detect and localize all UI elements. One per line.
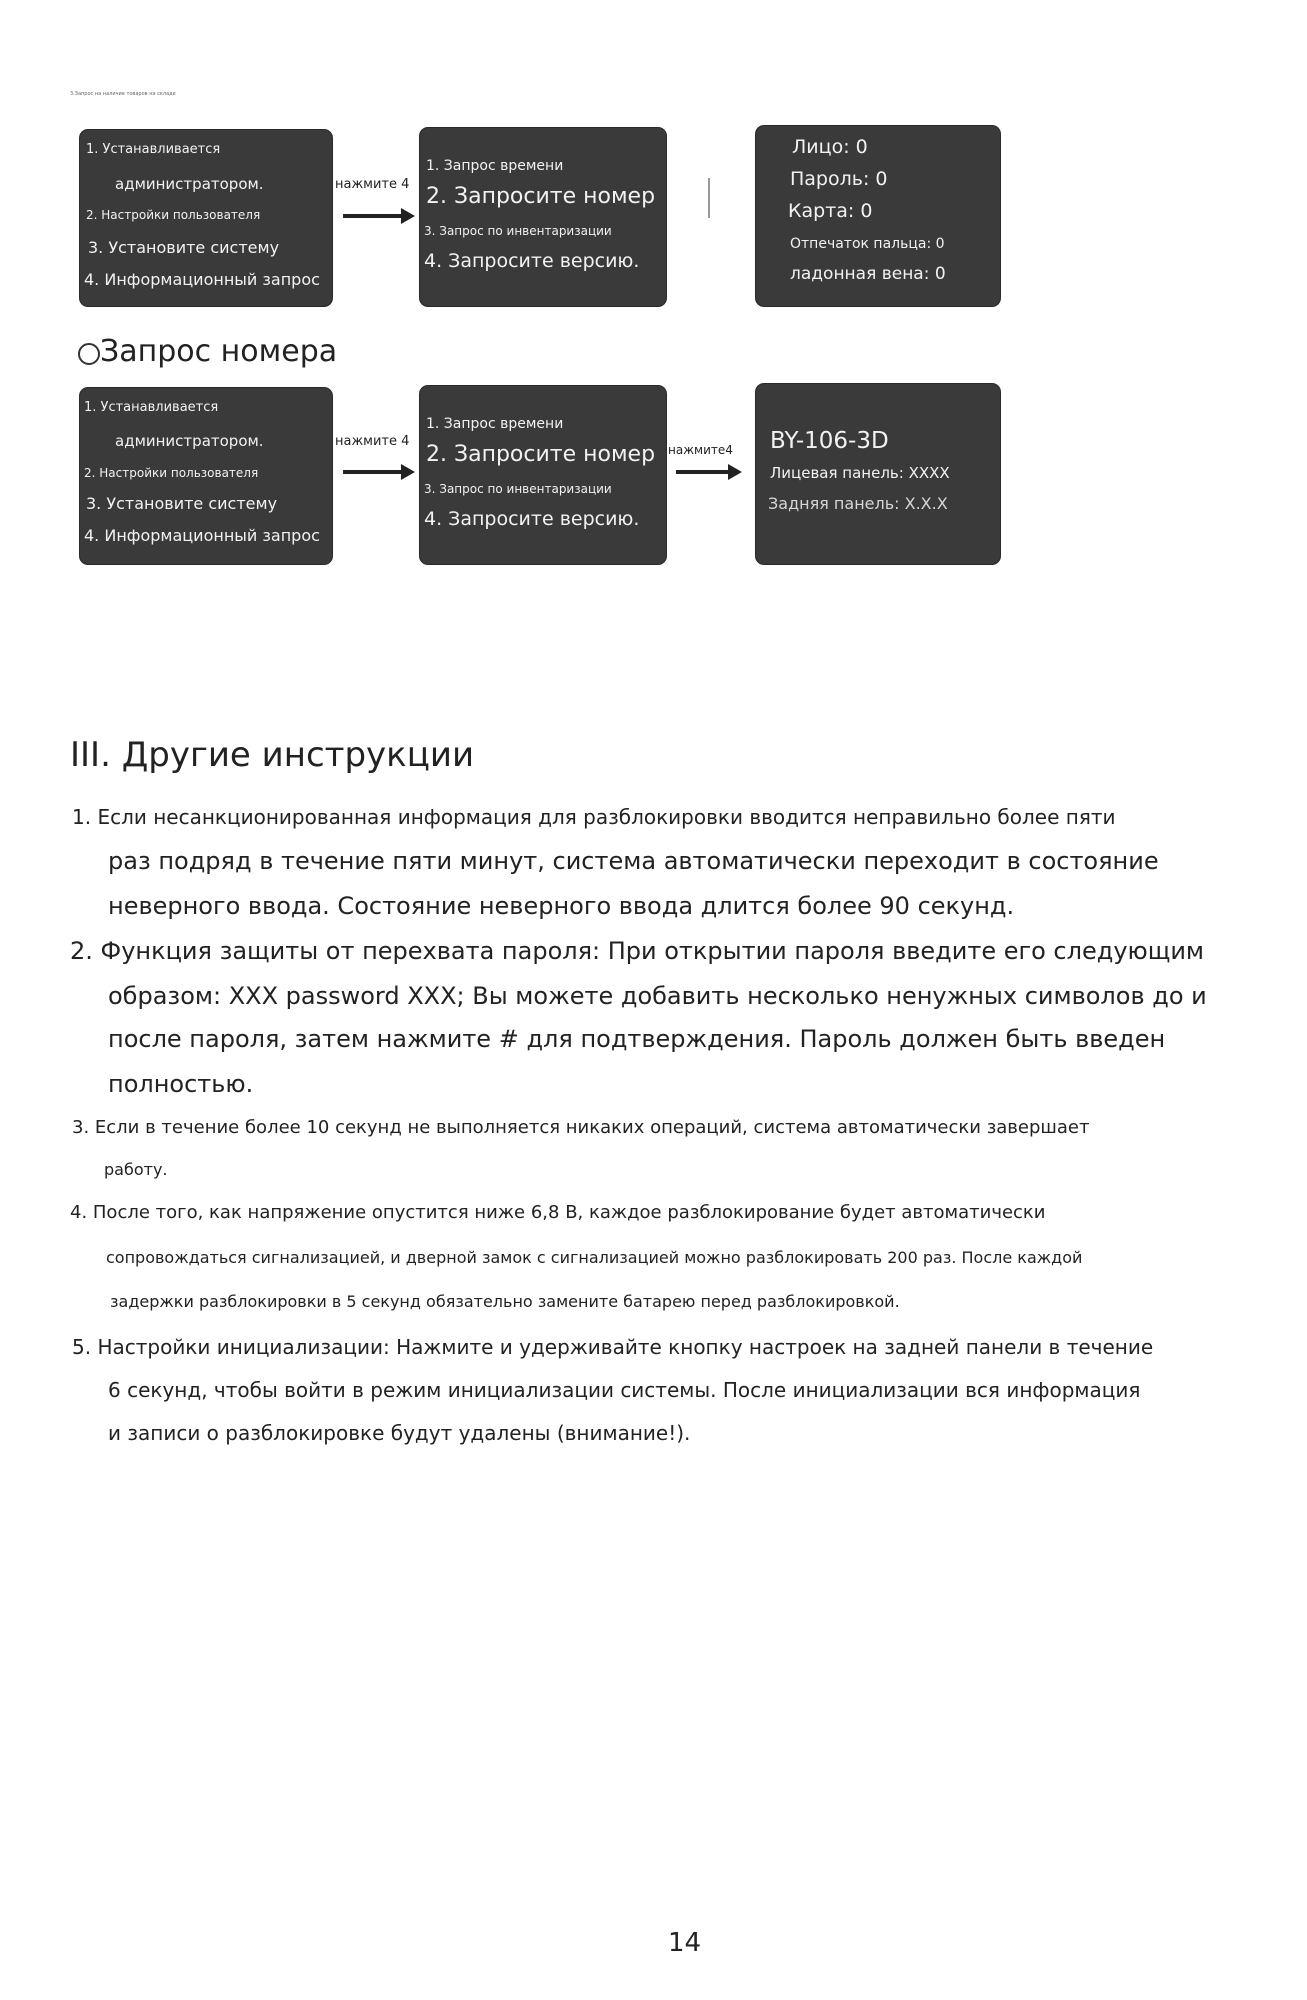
count-face: Лицо: 0: [792, 136, 868, 158]
menu-item: 4. Информационный запрос: [84, 526, 320, 545]
back-panel-version: Задняя панель: X.X.X: [768, 494, 948, 513]
menu-item: 1. Устанавливается: [84, 400, 219, 415]
menu-item: 2. Настройки пользователя: [86, 208, 261, 222]
menu-item: 2. Настройки пользователя: [84, 466, 259, 480]
model-number: BY-106-3D: [770, 428, 889, 454]
instruction-line: работу.: [104, 1160, 168, 1179]
main-menu-screen-2: [80, 388, 332, 564]
instruction-line: полностью.: [108, 1070, 254, 1098]
instruction-line: сопровождаться сигнализацией, и дверной замок с сигнализацией можно разблокировать 200 раз. После каждой: [106, 1248, 1083, 1267]
top-caption: 3.Запрос на наличие товаров на складе: [70, 91, 176, 97]
right-arrow-icon: [343, 214, 403, 218]
instruction-line: образом: XXX password XXX; Вы можете добавить несколько ненужных символов до и: [108, 982, 1207, 1010]
menu-item: 4. Запросите версию.: [424, 250, 640, 272]
instruction-line: 1. Если несанкционированная информация для разблокировки вводится неправильно более пяти: [72, 805, 1116, 829]
menu-item-selected: 2. Запросите номер: [426, 442, 656, 467]
menu-item-selected: 2. Запросите номер: [426, 184, 656, 209]
instruction-line: 6 секунд, чтобы войти в режим инициализации системы. После инициализации вся информация: [108, 1378, 1141, 1402]
count-password: Пароль: 0: [790, 168, 888, 190]
front-panel-version: Лицевая панель: XXXX: [770, 464, 950, 482]
menu-item: 1. Устанавливается: [86, 142, 221, 157]
counts-screen: [756, 126, 1000, 306]
version-screen: [756, 384, 1000, 564]
menu-item: 3. Запрос по инвентаризации: [424, 224, 612, 238]
menu-item: 1. Запрос времени: [426, 416, 564, 432]
arrow-label: нажмите 4: [335, 434, 410, 449]
menu-item: 3. Запрос по инвентаризации: [424, 482, 612, 496]
instruction-line: 5. Настройки инициализации: Нажмите и удерживайте кнопку настроек на задней панели в течение: [72, 1335, 1154, 1359]
section2-title: Запрос номера: [100, 334, 338, 369]
menu-item: администратором.: [115, 175, 264, 193]
arrow-label: нажмите 4: [335, 177, 410, 192]
instruction-line: 4. После того, как напряжение опустится ниже 6,8 В, каждое разблокирование будет автоматически: [70, 1202, 1046, 1223]
menu-item: администратором.: [115, 432, 264, 450]
main-menu-screen-1: [80, 130, 332, 306]
section3-title: III. Другие инструкции: [70, 735, 475, 775]
menu-item: 4. Информационный запрос: [84, 270, 320, 289]
right-arrow-icon: [343, 470, 403, 474]
count-palm-vein: ладонная вена: 0: [790, 264, 946, 284]
instruction-line: 2. Функция защиты от перехвата пароля: При открытии пароля введите его следующим: [70, 937, 1205, 965]
menu-item: 3. Установите систему: [88, 238, 280, 257]
instruction-line: неверного ввода. Состояние неверного ввода длится более 90 секунд.: [108, 892, 1015, 920]
menu-item: 1. Запрос времени: [426, 158, 564, 174]
count-card: Карта: 0: [788, 200, 873, 222]
page-number: 14: [668, 1928, 702, 1958]
instruction-line: и записи о разблокировке будут удалены (внимание!).: [108, 1421, 691, 1445]
instruction-line: после пароля, затем нажмите # для подтверждения. Пароль должен быть введен: [108, 1025, 1166, 1053]
circle-number-icon: [78, 343, 100, 365]
down-arrow-icon: [708, 178, 710, 218]
right-arrow-icon: [676, 470, 730, 474]
menu-item: 3. Установите систему: [86, 494, 278, 513]
instruction-line: раз подряд в течение пяти минут, система автоматически переходит в состояние: [108, 847, 1159, 875]
instruction-line: 3. Если в течение более 10 секунд не выполняется никаких операций, система автоматически завершает: [72, 1117, 1090, 1138]
info-menu-screen-1: [420, 128, 666, 306]
arrow-label: нажмите4: [668, 443, 733, 457]
count-fingerprint: Отпечаток пальца: 0: [790, 236, 945, 252]
menu-item: 4. Запросите версию.: [424, 508, 640, 530]
instruction-line: задержки разблокировки в 5 секунд обязательно замените батарею перед разблокировкой.: [110, 1292, 900, 1311]
info-menu-screen-2: [420, 386, 666, 564]
